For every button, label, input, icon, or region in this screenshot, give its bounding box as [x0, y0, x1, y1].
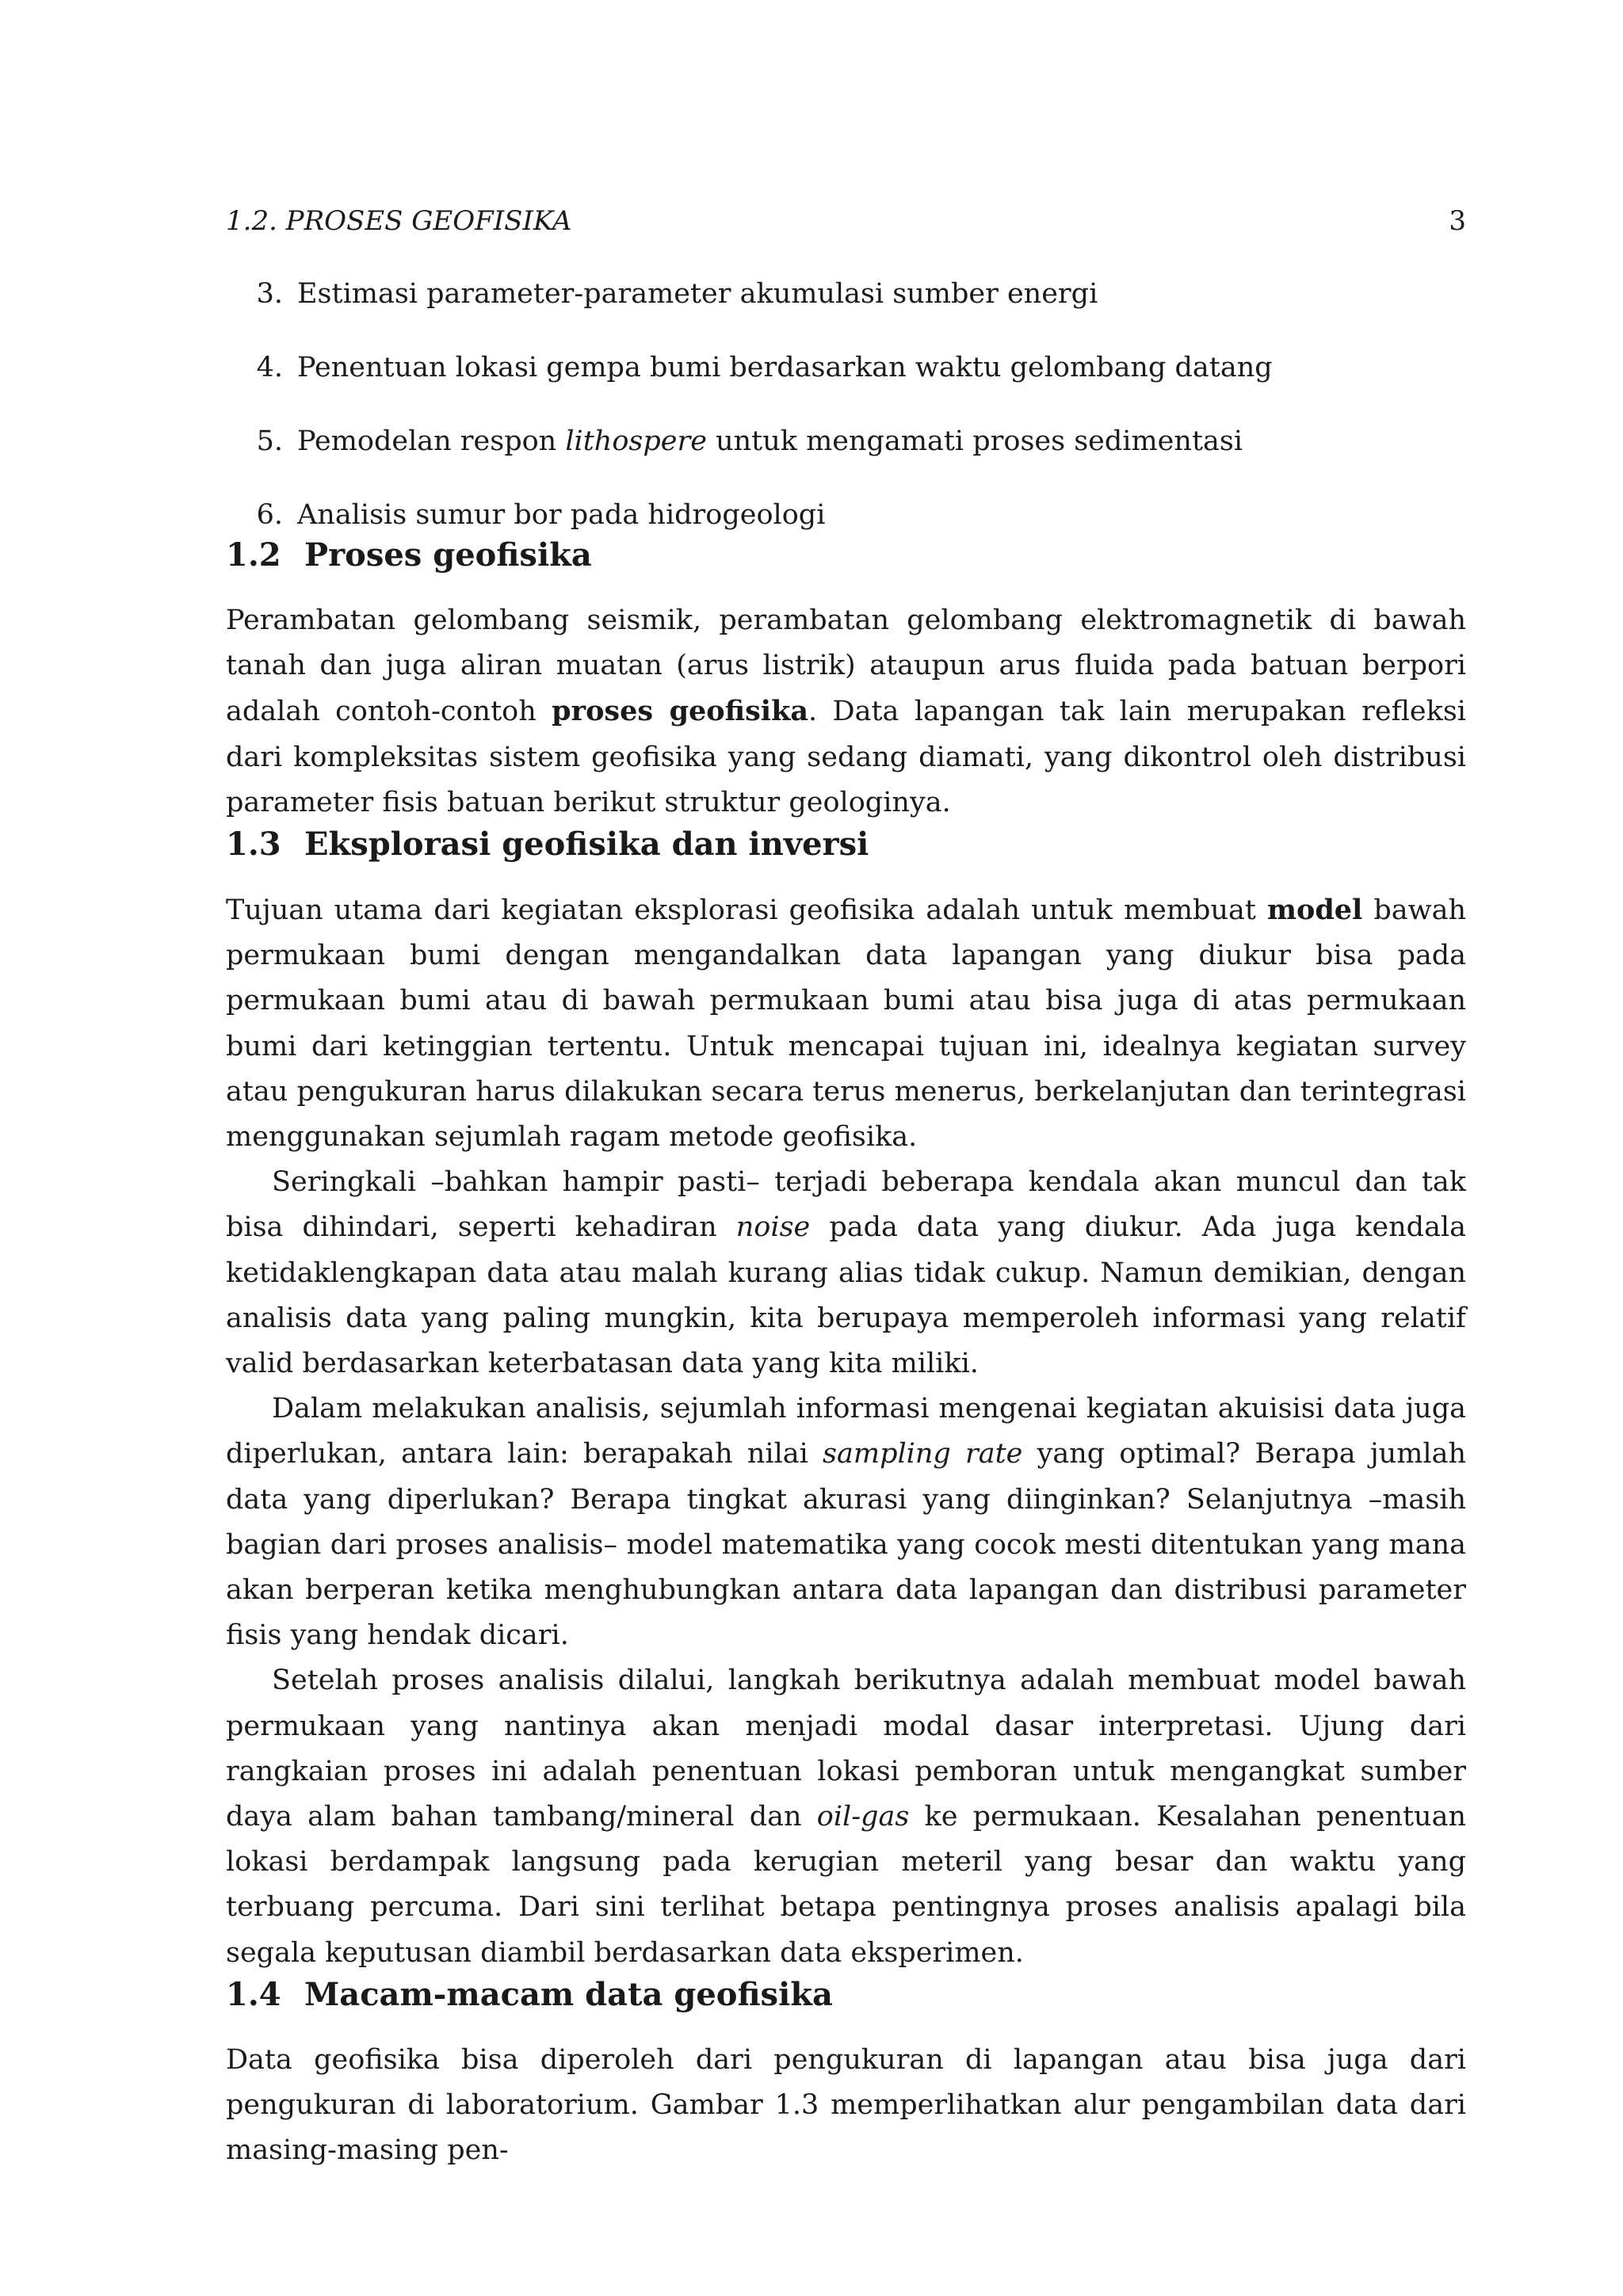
list-item-number: 6. [256, 499, 283, 531]
list-item-text-part: Pemodelan respon [297, 425, 566, 457]
section-number: 1.2 [226, 536, 281, 574]
paragraph-text: pada data yang diukur. Ada juga kendala ketidaklengkapan data atau malah kurang alias tidak cukup. Namun demikian, dengan analisis data yang paling mungkin, kita berupaya memperoleh informasi yang relatif valid berdasarkan keterbatasan data yang kita miliki. [226, 1211, 1466, 1380]
paragraph [226, 1386, 1466, 1658]
paragraph [226, 887, 1466, 1160]
list-item [226, 494, 1466, 536]
list-item [226, 420, 1466, 463]
list-item-text: Estimasi parameter-parameter akumulasi sumber energi [297, 278, 1098, 310]
list-item [226, 273, 1466, 315]
list-item-number: 4. [256, 352, 283, 383]
paragraph-text: . Data lapangan tak lain merupakan refleksi dari kompleksitas sistem geofisika yang sedang diamati, yang dikontrol oleh distribusi parameter fisis batuan berikut struktur geologinya. [226, 696, 1466, 818]
paragraph-text: Setelah proses analisis dilalui, langkah berikutnya adalah membuat model bawah permukaan yang nantinya akan menjadi modal dasar interpretasi. Ujung dari rangkaian proses ini adalah penentuan lokasi pemboran untuk mengangkat sumber daya alam bahan tambang/mineral dan [226, 1665, 1466, 1833]
paragraph [226, 598, 1466, 826]
italic-term: oil-gas [816, 1801, 910, 1833]
italic-term: noise [735, 1211, 811, 1244]
bold-term: proses geofisika [552, 695, 809, 728]
list-item-number: 3. [256, 278, 283, 310]
paragraph-text: bawah permukaan bumi dengan mengandalkan data lapangan yang diukur bisa pada permukaan bumi atau di bawah permukaan bumi atau bisa juga di atas permukaan bumi dari ketinggian tertentu. Untuk mencapai tujuan ini, idealnya kegiatan survey atau pengukuran harus dilakukan secara terus menerus, berkelanjutan dan terintegrasi menggunakan sejumlah ragam metode geofisika. [226, 894, 1466, 1154]
section-heading-1-4 [226, 1976, 1466, 2014]
list-item-text: Penentuan lokasi gempa bumi berdasarkan waktu gelombang datang [297, 352, 1273, 383]
paragraph-text: Seringkali –bahkan hampir pasti– terjadi beberapa kendala akan muncul dan tak bisa dihindari, seperti kehadiran [226, 1166, 1466, 1244]
section-number: 1.4 [226, 1975, 281, 2013]
paragraph-text: ke permukaan. Kesalahan penentuan lokasi berdampak langsung pada kerugian meteril yang besar dan waktu yang terbuang percuma. Dari sini terlihat betapa pentingnya proses analisis apalagi bila segala keputusan diambil berdasarkan data eksperimen. [226, 1801, 1466, 1969]
section-title: Macam-macam data geofisika [304, 1975, 833, 2013]
running-header [226, 205, 1466, 237]
list-item-text [297, 420, 1243, 463]
paragraph-text: Perambatan gelombang seismik, perambatan gelombang elektromagnetik di bawah tanah dan juga aliran muatan (arus listrik) ataupun arus fluida pada batuan berpori adalah contoh-contoh [226, 605, 1466, 728]
paragraph-text: Dalam melakukan analisis, sejumlah informasi mengenai kegiatan akuisisi data juga diperlukan, antara lain: berapakah nilai [226, 1393, 1466, 1470]
list-item-text-part: untuk mengamati proses sedimentasi [706, 425, 1243, 457]
list-item-text: Analisis sumur bor pada hidrogeologi [297, 499, 826, 531]
section-heading-1-3 [226, 826, 1466, 864]
italic-term: sampling rate [823, 1438, 1023, 1470]
section-title: Proses geofisika [304, 536, 592, 574]
paragraph [226, 1658, 1466, 1975]
paragraph-text: yang optimal? Berapa jumlah data yang diperlukan? Berapa tingkat akurasi yang diinginkan? Selanjutnya –masih bagian dari proses analisis– model matematika yang cocok mesti ditentukan yang mana akan berperan ketika menghubungkan antara data lapangan dan distribusi parameter fisis yang hendak dicari. [226, 1438, 1467, 1652]
enumerated-list [226, 273, 1466, 536]
section-number: 1.3 [226, 826, 281, 864]
section-title: Eksplorasi geofisika dan inversi [304, 826, 869, 864]
document-page [226, 205, 1467, 2174]
page-number: 3 [1449, 205, 1466, 237]
list-item [226, 346, 1466, 389]
bold-term: model [1266, 894, 1363, 927]
section-heading-1-2 [226, 536, 1466, 574]
running-title: 1.2. PROSES GEOFISIKA [226, 205, 572, 237]
paragraph [226, 1160, 1466, 1386]
paragraph: Data geofisika bisa diperoleh dari pengukuran di lapangan atau bisa juga dari pengukuran di laboratorium. Gambar 1.3 memperlihatkan alur pengambilan data dari masing-masing pen- [226, 2043, 1466, 2167]
paragraph-text: Tujuan utama dari kegiatan eksplorasi geofisika adalah untuk membuat [226, 894, 1267, 927]
list-item-italic-term: lithospere [565, 425, 707, 457]
list-item-number: 5. [256, 425, 283, 457]
